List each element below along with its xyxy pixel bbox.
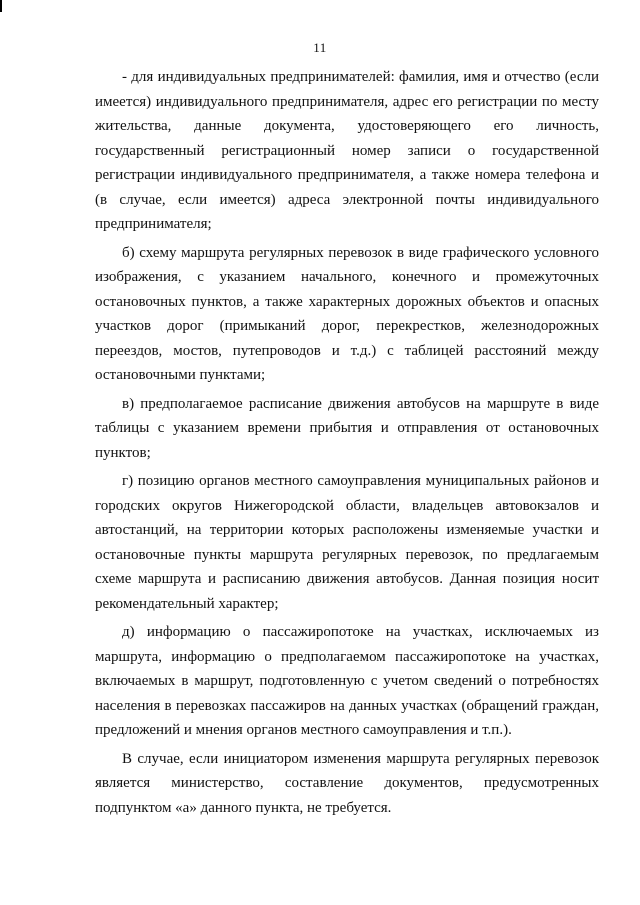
scan-edge-mark (0, 0, 2, 12)
paragraph-entrepreneur-details: - для индивидуальных предпринимателей: фамилия, имя и отчество (если имеется) индивидуального предпринимателя, адрес его регистрации по месту жительства, данные документа, удостоверяющего его личность, государственный регистрационный номер записи о государственной регистрации индивидуального предпринимателя, а также номера телефона и (в случае, если имеется) адреса электронной почты индивидуального предпринимателя; (95, 69, 599, 232)
paragraph-bus-schedule: в) предполагаемое расписание движения автобусов на маршруте в виде таблицы с указанием времени прибытия и отправления от остановочных пунктов; (95, 395, 599, 461)
page-number: 11 (313, 40, 327, 55)
paragraph-passenger-flow: д) информацию о пассажиропотоке на участках, исключаемых из маршрута, информацию о предполагаемом пассажиропотоке на участках, включаемых в маршрут, подготовленную с учетом сведений о потребностях населения в перевозках пассажиров на данных участках (обращений граждан, предложений и мнения органов местного самоуправления и т.п.). (95, 624, 599, 738)
paragraph-local-authorities-position: г) позицию органов местного самоуправления муниципальных районов и городских округов Нижегородской области, владельцев автовокзалов и автостанций, на территории которых расположены изменяемые участки и остановочные пункты маршрута регулярных перевозок, по предлагаемым схеме маршрута и расписанию движения автобусов. Данная позиция носит рекомендательный характер; (95, 473, 599, 612)
paragraph-route-scheme: б) схему маршрута регулярных перевозок в виде графического условного изображения, с указанием начального, конечного и промежуточных остановочных пунктов, а также характерных дорожных объектов и опасных участков дорог (примыканий дорог, перекрестков, железнодорожных переездов, мостов, путепроводов и т.д.) с таблицей расстояний между остановочными пунктами; (95, 244, 599, 383)
document-body (95, 65, 599, 824)
paragraph-ministry-initiator: В случае, если инициатором изменения маршрута регулярных перевозок является министерство, составление документов, предусмотренных подпунктом «а» данного пункта, не требуется. (95, 750, 599, 816)
